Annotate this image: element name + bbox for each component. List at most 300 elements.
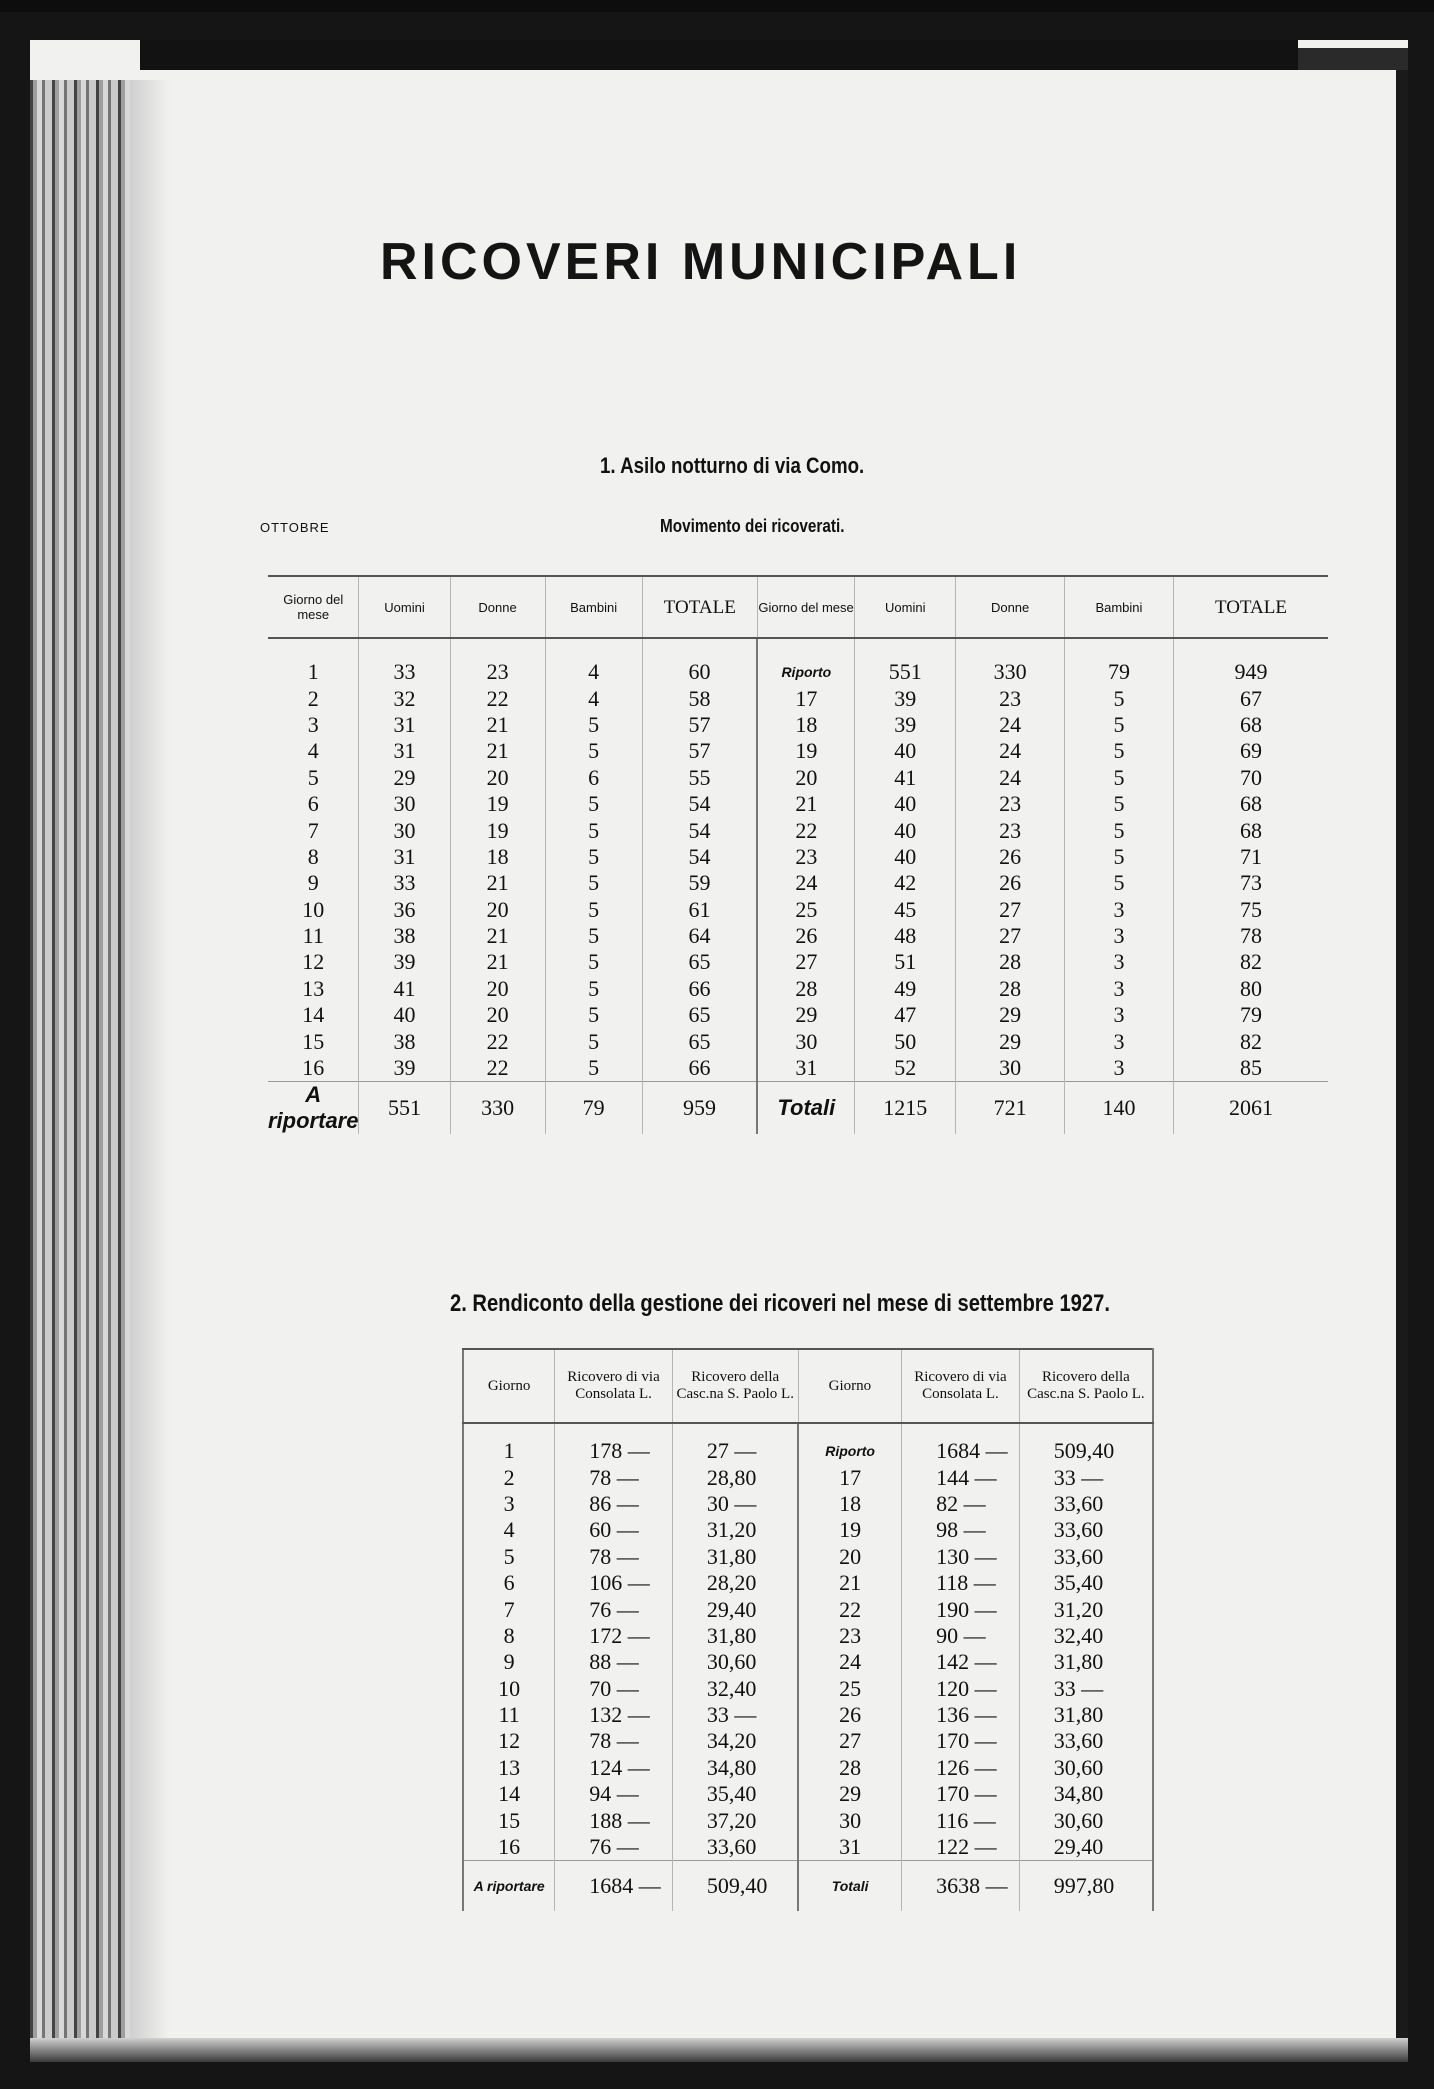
t1-cell: 23 (450, 659, 545, 685)
t1-cell: 13 (302, 975, 325, 1001)
table-row (268, 923, 1328, 949)
t2-cell: 509,40 (1019, 1438, 1153, 1464)
t1-cell: 40 (855, 791, 956, 817)
t2-cell: 35,40 (672, 1781, 798, 1807)
t1-cell: 64 (642, 923, 757, 949)
t1-cell: 51 (855, 949, 956, 975)
t1-cell: 22 (450, 1055, 545, 1082)
t1-cell: 82 (1173, 1028, 1328, 1054)
t2-header-san-paolo: Ricovero della Casc.na S. Paolo L. (672, 1349, 798, 1423)
t1-total-cell: 2061 (1173, 1082, 1328, 1135)
t1-cell: 73 (1173, 870, 1328, 896)
t1-cell: 40 (359, 1002, 450, 1028)
t1-cell: 3 (1064, 976, 1173, 1002)
t2-cell: Riporto (798, 1438, 902, 1464)
t1-spacer-cell (956, 638, 1065, 659)
t1-cell: 27 (757, 949, 854, 975)
t2-cell: 14 (463, 1781, 555, 1807)
table-row (268, 817, 1328, 843)
t2-spacer-cell (672, 1423, 798, 1438)
scan-shadow-top (140, 40, 1298, 70)
t1-cell: 31 (757, 1055, 854, 1082)
table-row (463, 1464, 1153, 1490)
t1-cell: 39 (855, 685, 956, 711)
t2-cell: 33,60 (1019, 1728, 1153, 1754)
t1-total-cell: 721 (956, 1082, 1065, 1135)
t1-spacer-cell (855, 638, 956, 659)
t1-cell: 5 (545, 844, 642, 870)
t1-cell: 79 (1173, 1002, 1328, 1028)
t2-cell: 106 — (555, 1570, 673, 1596)
table-movimento-ricoverati (268, 575, 1328, 1134)
t1-cell: 39 (359, 1055, 450, 1082)
t1-cell: 5 (307, 764, 319, 790)
t1-cell: 40 (855, 817, 956, 843)
table-row (268, 844, 1328, 870)
t1-cell: 21 (450, 738, 545, 764)
t1-total-cell: 79 (545, 1082, 642, 1135)
t2-cell: 126 — (902, 1755, 1020, 1781)
t1-cell: 17 (757, 685, 854, 711)
t1-cell: 48 (855, 923, 956, 949)
t1-cell: 20 (450, 765, 545, 791)
t2-cell: 15 (463, 1807, 555, 1833)
t1-cell: 5 (1064, 738, 1173, 764)
t1-cell: Riporto (757, 659, 854, 685)
t2-cell: 86 — (555, 1491, 673, 1517)
table-row (268, 976, 1328, 1002)
t2-cell: 34,80 (672, 1755, 798, 1781)
t2-cell: 29 (798, 1781, 902, 1807)
t2-cell: 32,40 (672, 1676, 798, 1702)
t1-spacer-cell (359, 638, 450, 659)
table2-header-row (463, 1349, 1153, 1423)
t2-cell: 27 — (672, 1438, 798, 1464)
t1-header-bambini: Bambini (545, 576, 642, 638)
t2-cell: 26 (798, 1702, 902, 1728)
t2-cell: 20 (798, 1544, 902, 1570)
table-row (463, 1702, 1153, 1728)
t1-cell: 11 (302, 923, 324, 949)
t1-cell: 19 (450, 791, 545, 817)
t1-cell: 3 (1064, 949, 1173, 975)
t1-cell: 12 (302, 949, 325, 975)
t1-cell: 60 (642, 659, 757, 685)
t2-header-san-paolo-2: Ricovero della Casc.na S. Paolo L. (1019, 1349, 1153, 1423)
t1-cell: 26 (956, 870, 1065, 896)
t2-cell: 130 — (902, 1544, 1020, 1570)
t1-cell: 29 (956, 1028, 1065, 1054)
t1-cell: 5 (545, 949, 642, 975)
scan-top-border (0, 0, 1434, 12)
t2-totals-row (463, 1861, 1153, 1912)
t2-cell: 178 — (555, 1438, 673, 1464)
t2-spacer-cell (1019, 1423, 1153, 1438)
t1-cell: 5 (545, 1028, 642, 1054)
t2-cell: 31 (798, 1834, 902, 1861)
t1-cell: 61 (642, 897, 757, 923)
t1-cell: 5 (545, 976, 642, 1002)
t2-cell: 3 (463, 1491, 555, 1517)
t2-cell: 33,60 (1019, 1544, 1153, 1570)
t1-cell: 19 (757, 738, 854, 764)
t1-cell: 19 (450, 817, 545, 843)
t1-cell: 66 (642, 976, 757, 1002)
t1-cell: 20 (450, 1002, 545, 1028)
table-row (463, 1834, 1153, 1861)
t2-cell: 70 — (555, 1676, 673, 1702)
t1-cell: 22 (450, 685, 545, 711)
t2-cell: 37,20 (672, 1807, 798, 1833)
t1-cell: 54 (642, 844, 757, 870)
t2-spacer-cell (902, 1423, 1020, 1438)
t1-cell: 20 (757, 765, 854, 791)
t1-cell: 6 (545, 765, 642, 791)
t2-cell: 5 (463, 1544, 555, 1570)
t2-cell: 76 — (555, 1834, 673, 1861)
book-binding-edge (30, 80, 130, 2062)
t1-cell: 29 (757, 1002, 854, 1028)
t1-cell: 23 (956, 817, 1065, 843)
t1-spacer-cell (757, 638, 854, 659)
t1-cell: 5 (1064, 870, 1173, 896)
t1-cell: 52 (855, 1055, 956, 1082)
t2-cell: 34,20 (672, 1728, 798, 1754)
section1-month: OTTOBRE (260, 520, 330, 535)
t1-cell: 20 (450, 976, 545, 1002)
t1-total-cell: 1215 (855, 1082, 956, 1135)
t1-cell: 3 (1064, 923, 1173, 949)
t1-cell: 57 (642, 712, 757, 738)
t2-cell: 33,60 (1019, 1517, 1153, 1543)
t1-spacer-cell (268, 638, 359, 659)
t2-cell: 122 — (902, 1834, 1020, 1861)
t2-header-consolata-2: Ricovero di via Consolata L. (902, 1349, 1020, 1423)
t2-cell: 1684 — (902, 1438, 1020, 1464)
t2-header-giorno-2: Giorno (798, 1349, 902, 1423)
table-row (463, 1544, 1153, 1570)
t1-cell: 40 (855, 844, 956, 870)
t1-cell: 68 (1173, 817, 1328, 843)
t2-cell: 13 (463, 1755, 555, 1781)
t2-cell: 136 — (902, 1702, 1020, 1728)
t1-header-donne: Donne (450, 576, 545, 638)
t2-cell: 31,80 (1019, 1702, 1153, 1728)
t1-cell: 5 (1064, 791, 1173, 817)
t1-cell: 45 (855, 897, 956, 923)
t1-cell: 29 (359, 765, 450, 791)
t1-cell: 55 (642, 765, 757, 791)
table-row (463, 1623, 1153, 1649)
t2-cell: 33 — (1019, 1676, 1153, 1702)
t2-cell: 12 (463, 1728, 555, 1754)
t1-cell: 5 (545, 923, 642, 949)
t1-cell: 65 (642, 1028, 757, 1054)
t1-cell: 5 (545, 817, 642, 843)
t1-cell: 22 (757, 817, 854, 843)
t2-cell: 94 — (555, 1781, 673, 1807)
table-row (463, 1728, 1153, 1754)
t1-cell: 68 (1173, 791, 1328, 817)
t1-cell: 21 (450, 923, 545, 949)
t1-total-cell: 959 (642, 1082, 757, 1135)
t1-cell: 21 (450, 870, 545, 896)
t2-cell: 60 — (555, 1517, 673, 1543)
t1-cell: 16 (302, 1055, 325, 1081)
t1-cell: 28 (956, 949, 1065, 975)
t2-cell: 30,60 (1019, 1755, 1153, 1781)
t2-cell: 35,40 (1019, 1570, 1153, 1596)
t2-cell: 33 — (672, 1702, 798, 1728)
t1-cell: 30 (359, 791, 450, 817)
t1-cell: 2 (307, 685, 319, 711)
t1-cell: 5 (545, 870, 642, 896)
t1-cell: 8 (307, 843, 319, 869)
table-row (268, 1055, 1328, 1082)
t1-cell: 30 (757, 1028, 854, 1054)
t1-cell: 330 (956, 659, 1065, 685)
t1-cell: 21 (757, 791, 854, 817)
t1-cell: 1 (307, 659, 319, 685)
t2-total-cell: A riportare (463, 1861, 555, 1912)
t1-cell: 5 (1064, 712, 1173, 738)
table-row (463, 1517, 1153, 1543)
t1-cell: 3 (1064, 897, 1173, 923)
t2-cell: 188 — (555, 1807, 673, 1833)
t2-cell: 33,60 (672, 1834, 798, 1861)
t1-total-cell: 140 (1064, 1082, 1173, 1135)
t2-cell: 7 (463, 1596, 555, 1622)
t1-cell: 42 (855, 870, 956, 896)
t1-cell: 31 (359, 712, 450, 738)
t2-cell: 28 (798, 1755, 902, 1781)
t2-cell: 31,20 (672, 1517, 798, 1543)
t1-spacer-cell (1064, 638, 1173, 659)
scan-shadow-top-right (1298, 48, 1408, 70)
t2-cell: 25 (798, 1676, 902, 1702)
t1-spacer-cell (642, 638, 757, 659)
t1-cell: 47 (855, 1002, 956, 1028)
table-row (463, 1676, 1153, 1702)
t1-cell: 18 (450, 844, 545, 870)
table-row (463, 1491, 1153, 1517)
t1-cell: 30 (359, 817, 450, 843)
table-row (268, 1028, 1328, 1054)
t2-cell: 28,80 (672, 1464, 798, 1490)
t1-cell: 3 (307, 711, 319, 737)
t1-cell: 68 (1173, 712, 1328, 738)
t2-cell: 23 (798, 1623, 902, 1649)
t2-cell: 31,80 (672, 1544, 798, 1570)
t1-cell: 59 (642, 870, 757, 896)
t1-cell: 4 (545, 659, 642, 685)
t1-cell: 3 (1064, 1028, 1173, 1054)
t1-cell: 26 (956, 844, 1065, 870)
t1-cell: 80 (1173, 976, 1328, 1002)
t1-cell: 23 (956, 685, 1065, 711)
t1-cell: 24 (956, 712, 1065, 738)
t2-cell: 120 — (902, 1676, 1020, 1702)
t2-total-cell: Totali (798, 1861, 902, 1912)
t1-cell: 26 (757, 923, 854, 949)
t2-cell: 16 (463, 1834, 555, 1861)
table-row (463, 1807, 1153, 1833)
t1-cell: 85 (1173, 1055, 1328, 1082)
t1-cell: 5 (545, 897, 642, 923)
t1-cell: 23 (757, 844, 854, 870)
t1-cell: 551 (855, 659, 956, 685)
t1-header-bambini-2: Bambini (1064, 576, 1173, 638)
t1-cell: 5 (545, 791, 642, 817)
section1-subtitle: Movimento dei ricoverati. (660, 516, 845, 536)
t2-cell: 144 — (902, 1464, 1020, 1490)
table-row (268, 659, 1328, 685)
t1-total-cell: 330 (450, 1082, 545, 1135)
t1-cell: 25 (757, 897, 854, 923)
t2-cell: 78 — (555, 1464, 673, 1490)
table-row (463, 1596, 1153, 1622)
t2-cell: 2 (463, 1464, 555, 1490)
t1-cell: 31 (359, 844, 450, 870)
t2-spacer-cell (555, 1423, 673, 1438)
t1-cell: 38 (359, 923, 450, 949)
t1-cell: 30 (956, 1055, 1065, 1082)
t1-cell: 3 (1064, 1055, 1173, 1082)
t1-spacer-cell (450, 638, 545, 659)
t1-totals-row (268, 1082, 1328, 1135)
t1-cell: 54 (642, 817, 757, 843)
t2-cell: 98 — (902, 1517, 1020, 1543)
table-row (268, 949, 1328, 975)
t1-cell: 33 (359, 659, 450, 685)
t1-cell: 5 (1064, 685, 1173, 711)
t2-cell: 24 (798, 1649, 902, 1675)
t1-cell: 20 (450, 897, 545, 923)
t1-cell: 7 (307, 817, 319, 843)
t2-cell: 30,60 (1019, 1807, 1153, 1833)
table-row (268, 791, 1328, 817)
t2-cell: 31,80 (1019, 1649, 1153, 1675)
t2-header-consolata: Ricovero di via Consolata L. (555, 1349, 673, 1423)
t1-cell: 18 (757, 712, 854, 738)
t2-cell: 76 — (555, 1596, 673, 1622)
page-title: RICOVERI MUNICIPALI (380, 233, 1022, 291)
scan-bottom-border (30, 2038, 1408, 2062)
t1-total-cell: 551 (359, 1082, 450, 1135)
t1-cell: 5 (545, 712, 642, 738)
t2-spacer-cell (798, 1423, 902, 1438)
t1-cell: 65 (642, 1002, 757, 1028)
t1-header-giorno: Giorno del mese (268, 576, 359, 638)
t2-total-cell: 1684 — (555, 1861, 673, 1912)
t1-cell: 949 (1173, 659, 1328, 685)
t1-cell: 39 (855, 712, 956, 738)
t1-cell: 38 (359, 1028, 450, 1054)
t1-header-uomini: Uomini (359, 576, 450, 638)
t2-cell: 27 (798, 1728, 902, 1754)
t2-cell: 170 — (902, 1781, 1020, 1807)
t1-cell: 41 (359, 976, 450, 1002)
t2-cell: 116 — (902, 1807, 1020, 1833)
t1-cell: 9 (307, 870, 319, 896)
scan-right-border (1396, 70, 1408, 2062)
t2-cell: 33 — (1019, 1464, 1153, 1490)
t1-cell: 24 (956, 765, 1065, 791)
t2-cell: 78 — (555, 1728, 673, 1754)
table-row (463, 1781, 1153, 1807)
t1-cell: 71 (1173, 844, 1328, 870)
t1-header-giorno-2: Giorno del mese (757, 576, 854, 638)
t2-cell: 78 — (555, 1544, 673, 1570)
t2-cell: 8 (463, 1623, 555, 1649)
t2-cell: 31,80 (672, 1623, 798, 1649)
t2-cell: 10 (463, 1676, 555, 1702)
t2-cell: 4 (463, 1517, 555, 1543)
t1-cell: 24 (956, 738, 1065, 764)
table-row (463, 1438, 1153, 1464)
t2-cell: 22 (798, 1596, 902, 1622)
t1-cell: 67 (1173, 685, 1328, 711)
t2-cell: 33,60 (1019, 1491, 1153, 1517)
t1-cell: 27 (956, 897, 1065, 923)
t1-cell: 23 (956, 791, 1065, 817)
t1-cell: 58 (642, 685, 757, 711)
t1-cell: 36 (359, 897, 450, 923)
t1-cell: 5 (545, 738, 642, 764)
t2-header-giorno: Giorno (463, 1349, 555, 1423)
table-row (268, 897, 1328, 923)
t1-spacer-cell (1173, 638, 1328, 659)
t2-cell: 118 — (902, 1570, 1020, 1596)
t2-cell: 132 — (555, 1702, 673, 1728)
t1-cell: 24 (757, 870, 854, 896)
table-row (268, 765, 1328, 791)
t2-cell: 170 — (902, 1728, 1020, 1754)
t1-cell: 29 (956, 1002, 1065, 1028)
t1-header-donne-2: Donne (956, 576, 1065, 638)
t2-total-cell: 997,80 (1019, 1861, 1153, 1912)
t1-cell: 14 (302, 1002, 325, 1028)
t1-header-totale-2: TOTALE (1173, 576, 1328, 638)
table-row (268, 685, 1328, 711)
t1-cell: 6 (307, 791, 319, 817)
t2-cell: 172 — (555, 1623, 673, 1649)
t1-cell: 40 (855, 738, 956, 764)
t1-cell: 32 (359, 685, 450, 711)
section2-title: 2. Rendiconto della gestione dei ricoveri nel mese di settembre 1927. (450, 1290, 1110, 1317)
t2-cell: 30,60 (672, 1649, 798, 1675)
t2-cell: 28,20 (672, 1570, 798, 1596)
t1-cell: 41 (855, 765, 956, 791)
t2-cell: 82 — (902, 1491, 1020, 1517)
t1-cell: 27 (956, 923, 1065, 949)
t1-header-totale: TOTALE (642, 576, 757, 638)
t2-cell: 21 (798, 1570, 902, 1596)
t2-cell: 34,80 (1019, 1781, 1153, 1807)
table-row (268, 1002, 1328, 1028)
t1-cell: 39 (359, 949, 450, 975)
t2-total-cell: 3638 — (902, 1861, 1020, 1912)
t1-cell: 3 (1064, 1002, 1173, 1028)
t2-cell: 18 (798, 1491, 902, 1517)
t1-cell: 28 (757, 976, 854, 1002)
t1-cell: 78 (1173, 923, 1328, 949)
binding-shadow (130, 80, 170, 2062)
t1-cell: 10 (302, 896, 325, 922)
t1-cell: 57 (642, 738, 757, 764)
t1-cell: 21 (450, 712, 545, 738)
t1-cell: 54 (642, 791, 757, 817)
